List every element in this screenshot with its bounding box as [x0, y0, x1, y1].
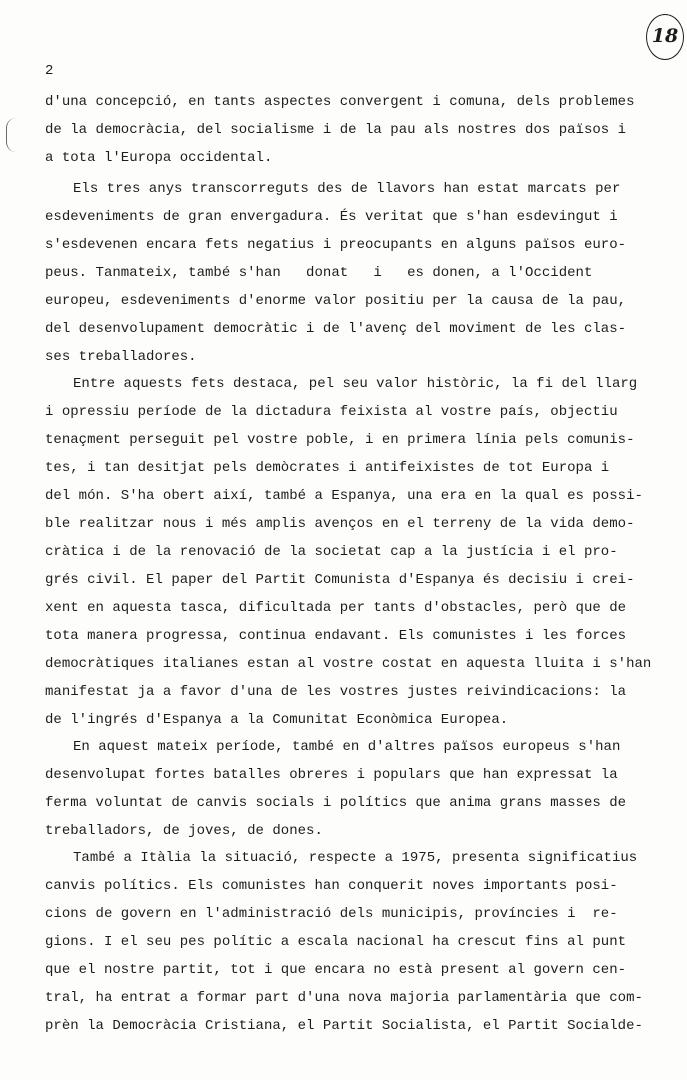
circled-folio-number [646, 14, 684, 60]
margin-bracket-mark [6, 118, 17, 152]
folio-number: 18 [651, 25, 679, 47]
text-line: tes, i tan desitjat pels demòcrates i antifeixistes de tot Europa i [45, 460, 610, 476]
text-line: tota manera progressa, continua endavant. Els comunistes i les forces [45, 628, 627, 644]
text-line: esdeveniments de gran envergadura. És veritat que s'han esdevingut i [45, 209, 618, 225]
text-line: ferma voluntat de canvis socials i polítics que anima grans masses de [45, 795, 627, 811]
text-line: grés civil. El paper del Partit Comunista d'Espanya és decisiu i crei- [45, 572, 635, 588]
text-line: democràtiques italianes estan al vostre costat en aquesta lluita i s'han [45, 656, 652, 672]
text-line: ses treballadores. [45, 349, 197, 365]
page-number: 2 [45, 63, 54, 79]
text-line: de l'ingrés d'Espanya a la Comunitat Econòmica Europea. [45, 712, 509, 728]
text-line: de la democràcia, del socialisme i de la pau als nostres dos països i [45, 122, 627, 138]
text-line: d'una concepció, en tants aspectes convergent i comuna, dels problemes [45, 94, 635, 110]
text-line: xent en aquesta tasca, dificultada per tants d'obstacles, però que de [45, 600, 627, 616]
text-line: europeu, esdeveniments d'enorme valor positiu per la causa de la pau, [45, 293, 627, 309]
text-line: cràtica i de la renovació de la societat cap a la justícia i el pro- [45, 544, 618, 560]
text-line: a tota l'Europa occidental. [45, 150, 273, 166]
text-line: Els tres anys transcorreguts des de llavors han estat marcats per [73, 181, 621, 197]
text-line: cions de govern en l'administració dels municipis, províncies i re- [45, 906, 618, 922]
text-line: desenvolupat fortes batalles obreres i populars que han expressat la [45, 767, 618, 783]
text-line: gions. I el seu pes polític a escala nacional ha crescut fins al punt [45, 934, 627, 950]
text-line: del món. S'ha obert així, també a Espanya, una era en la qual es possi- [45, 488, 643, 504]
text-line: peus. Tanmateix, també s'han donat i es donen, a l'Occident [45, 265, 593, 281]
text-line: manifestat ja a favor d'una de les vostres justes reivindicacions: la [45, 684, 627, 700]
text-line: que el nostre partit, tot i que encara no està present al govern cen- [45, 962, 627, 978]
text-line: tenaçment perseguit pel vostre poble, i en primera línia pels comunis- [45, 432, 635, 448]
text-line: prèn la Democràcia Cristiana, el Partit Socialista, el Partit Socialde- [45, 1018, 643, 1034]
text-line: i opressiu període de la dictadura feixista al vostre país, objectiu [45, 404, 618, 420]
text-line: treballadors, de joves, de dones. [45, 823, 323, 839]
text-line: s'esdevenen encara fets negatius i preocupants en alguns països euro- [45, 237, 627, 253]
text-line: Entre aquests fets destaca, pel seu valor històric, la fi del llarg [73, 376, 638, 392]
text-line: ble realitzar nous i més amplis avenços en el terreny de la vida demo- [45, 516, 635, 532]
text-line: tral, ha entrat a formar part d'una nova majoria parlamentària que com- [45, 990, 643, 1006]
text-line: del desenvolupament democràtic i de l'avenç del moviment de les clas- [45, 321, 627, 337]
text-line: També a Itàlia la situació, respecte a 1975, presenta significatius [73, 850, 638, 866]
text-line: canvis polítics. Els comunistes han conquerit noves importants posi- [45, 878, 618, 894]
text-line: En aquest mateix període, també en d'altres països europeus s'han [73, 739, 621, 755]
